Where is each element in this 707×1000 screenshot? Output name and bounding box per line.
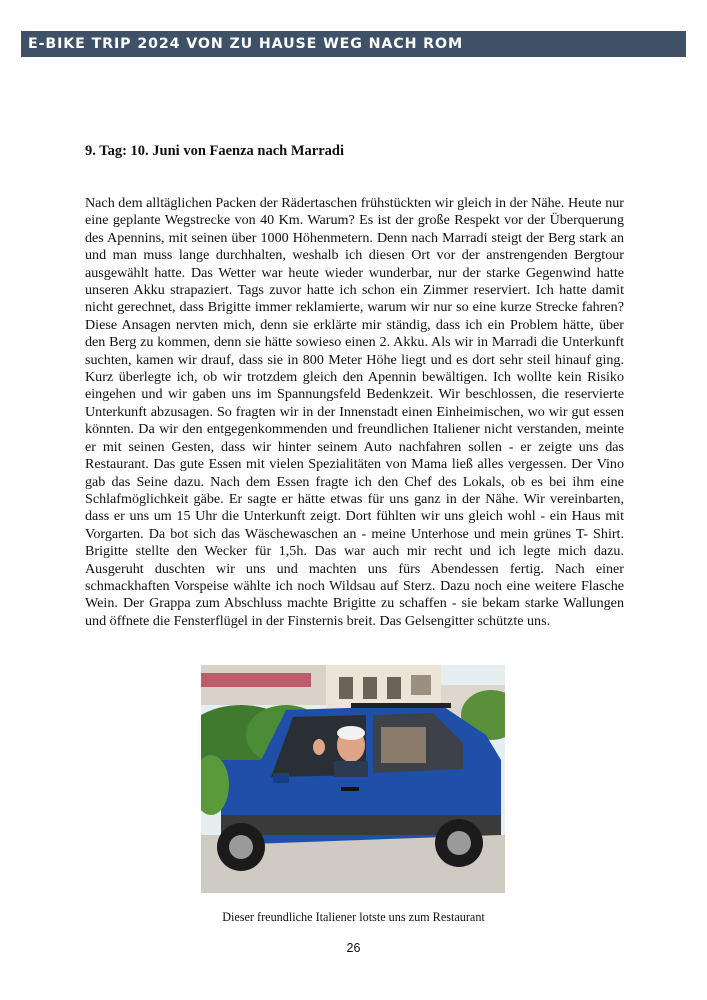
document-header-bar xyxy=(21,31,686,57)
document-title: E-BIKE TRIP 2024 VON ZU HAUSE WEG NACH ROM xyxy=(28,36,463,52)
photo-man-in-blue-car xyxy=(201,665,505,893)
photo-caption: Dieser freundliche Italiener lotste uns zum Restaurant xyxy=(222,910,485,924)
page-number: 26 xyxy=(346,941,361,955)
body-paragraph: Nach dem alltäglichen Packen der Rädertaschen frühstückten wir gleich in der Nähe. Heute nur eine geplante Wegstrecke von 40 Km. Warum? Es ist der große Respekt vor der Überquerung des Apennins, mit seinen über 1000 Höhenmetern. Denn nach Marradi steigt der Berg stark an und man muss lange durchhalten, weshalb ich diesen Ort vor der anstrengenden Bergtour ausgewählt hatte. Das Wetter war heute wieder wunderbar, nur der starke Gegenwind hatte unseren Akku strapaziert. Tags zuvor hatte ich schon ein Zimmer reserviert. Ich hatte damit nicht gerechnet, dass Brigitte immer reklamierte, warum wir nur so eine kurze Strecke fahren? Diese Ansagen nervten mich, denn sie erklärte mir ständig, dass ich ein Problem hätte, über den Berg zu kommen, denn sie hätte sowieso einen 2. Akku. Als wir in Marradi die Unterkunft suchten, kamen wir drauf, dass sie in 800 Meter Höhe liegt und es dort sehr steil hinauf ging. Kurz überlegte ich, ob wir trotzdem gleich den Apennin bewältigen. Ich wollte kein Risiko eingehen und wir gaben uns im Spannungsfeld Bedenkzeit. Wir beschlossen, die reservierte Unterkunft abzusagen. So fragten wir in der Innenstadt einen Einheimischen, wo wir gut essen könnten. Da wir den entgegenkommenden und freundlichen Italiener nicht verstanden, meinte er mit seinen Gesten, dass wir hinter seinem Auto nachfahren sollen - er zeigte uns das Restaurant. Das gute Essen mit vielen Spezialitäten von Mama ließ alles vergessen. Der Vino gab das Seine dazu. Nach dem Essen fragte ich den Chef des Lokals, ob es bei ihm eine Schlafmöglichkeit gäbe. Er sagte er hätte etwas für uns ganz in der Nähe. Wir vereinbarten, dass er uns um 15 Uhr die Unterkunft zeigt. Dort fühlten wir uns gleich wohl - ein Haus mit Vorgarten. Da bot sich das Wäschewaschen an - meine Unterhose und mein grünes T- Shirt. Brigitte stellte den Wecker für 1,5h. Das war auch mir recht und ich legte mich dazu. Ausgeruht duschten wir uns und machten uns fürs Abendessen fertig. Nach einer schmackhaften Vorspeise wählte ich noch Wildsau auf Sterz. Dazu noch eine weitere Flasche Wein. Der Grappa zum Abschluss machte Brigitte zu schaffen - sie bekam starke Wallungen und öffnete die Fensterflügel in der Finsternis breit. Das Gelsengitter schützte uns. xyxy=(85,195,624,629)
section-heading: 9. Tag: 10. Juni von Faenza nach Marradi xyxy=(85,143,345,159)
